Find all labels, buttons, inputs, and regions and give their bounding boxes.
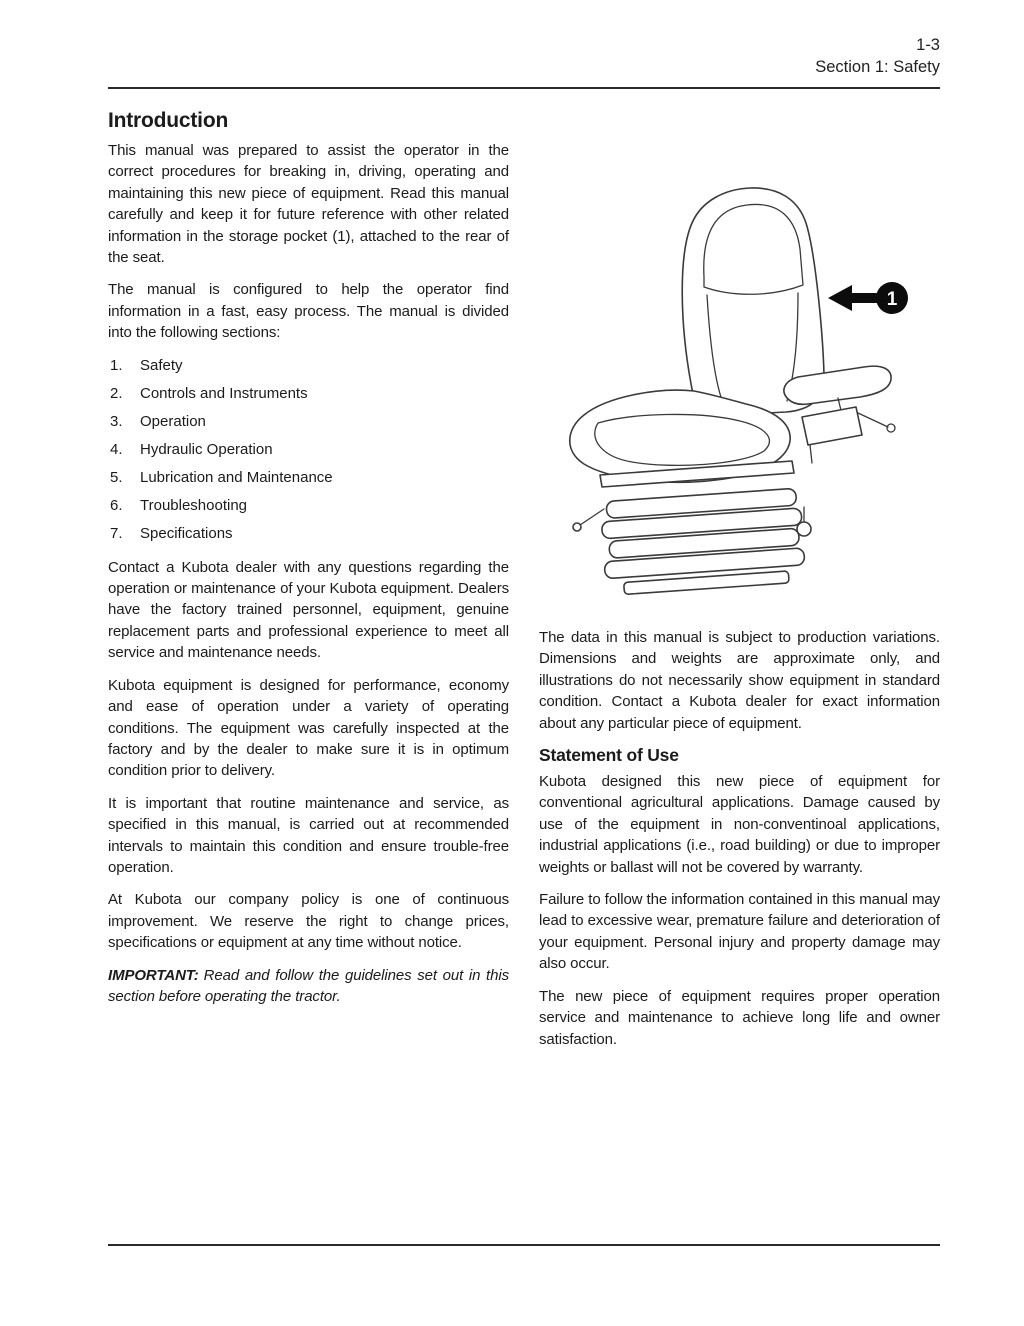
list-item-label: Lubrication and Maintenance: [140, 468, 333, 486]
paragraph: Contact a Kubota dealer with any questions regarding the operation or maintenance of your Kubota equipment. Dealers have the factory trained personnel, equipment, genuine replacement parts and professional experience to meet all service and maintenance needs.: [108, 558, 509, 662]
header-rule: [108, 87, 940, 89]
callout-number: 1: [886, 289, 897, 310]
list-item-label: Specifications: [140, 524, 233, 542]
paragraph: Kubota equipment is designed for performance, economy and ease of operation under a variety of operating conditions. The equipment was carefully inspected at the factory and by the dealer to make sure it is in optimum condition prior to delivery.: [108, 676, 509, 780]
seat-figure: [539, 109, 940, 617]
list-item: [110, 523, 509, 544]
list-item-number: 5.: [110, 468, 123, 486]
section-label: Section 1: Safety: [815, 58, 940, 76]
list-item: [110, 439, 509, 460]
list-item-label: Hydraulic Operation: [140, 440, 273, 458]
callout-arrow-shaft: [850, 293, 878, 303]
seat-illustration: [540, 177, 940, 617]
list-item-label: Controls and Instruments: [140, 384, 308, 402]
callout-arrow: [828, 285, 852, 311]
important-text: Read and follow the guidelines set out in this section before operating the tractor.: [108, 966, 509, 1005]
important-label: IMPORTANT:: [108, 966, 199, 984]
intro-heading: Introduction: [108, 109, 229, 132]
list-item: [110, 411, 509, 432]
paragraph: At Kubota our company policy is one of continuous improvement. We reserve the right to change prices, specifications or equipment at any time without notice.: [108, 891, 509, 952]
list-item-number: 1.: [110, 356, 123, 374]
content-columns: [108, 109, 940, 1061]
list-item-label: Operation: [140, 412, 206, 430]
list-item: [110, 355, 509, 376]
list-item: [110, 495, 509, 516]
paragraph: Failure to follow the information contained in this manual may lead to excessive wear, premature failure and deterioration of your equipment. Personal injury and property damage may also occur.: [539, 891, 940, 973]
paragraph: It is important that routine maintenance and service, as specified in this manual, is carried out at recommended intervals to maintain this condition and ensure trouble-free operation.: [108, 794, 509, 876]
callout-1: [828, 282, 908, 314]
important-note: [108, 965, 509, 1008]
page-number: 1-3: [916, 36, 940, 54]
right-column: [539, 109, 940, 1061]
page-header: [108, 34, 940, 78]
list-item: [110, 383, 509, 404]
paragraph: The new piece of equipment requires proper operation service and maintenance to achieve long life and owner satisfaction.: [539, 987, 940, 1048]
seat-adjust-mechanism: [802, 407, 895, 463]
left-column: [108, 109, 509, 1061]
seat-suspension: [573, 461, 811, 596]
list-item-label: Safety: [140, 356, 183, 374]
paragraph: This manual was prepared to assist the operator in the correct procedures for breaking in, driving, operating and maintaining this new piece of equipment. Read this manual carefully and keep it for future reference with other related information in the storage pocket (1), attached to the rear of the seat.: [108, 142, 509, 267]
list-item-number: 3.: [110, 412, 123, 430]
paragraph: The data in this manual is subject to production variations. Dimensions and weights are approximate only, and illustrations do not necessarily show equipment in standard condition. Contact a Kubota dealer for exact information about any particular piece of equipment.: [539, 629, 940, 732]
paragraph: The manual is configured to help the operator find information in a fast, easy process. The manual is divided into the following sections:: [108, 281, 509, 342]
statement-of-use-heading: Statement of Use: [539, 745, 679, 766]
sections-list: [110, 355, 509, 544]
list-item-label: Troubleshooting: [140, 496, 248, 514]
list-item-number: 6.: [110, 496, 123, 514]
list-item-number: 4.: [110, 440, 123, 458]
paragraph: Kubota designed this new piece of equipment for conventional agricultural applications. Damage caused by use of the equipment in non-conventinoal applications, industrial applications (i.e., road building) or due to improper weights or ballast will not be covered by warranty.: [539, 773, 940, 876]
list-item-number: 2.: [110, 384, 123, 402]
list-item-number: 7.: [110, 524, 123, 542]
list-item: [110, 467, 509, 488]
footer-rule: [108, 1244, 940, 1246]
